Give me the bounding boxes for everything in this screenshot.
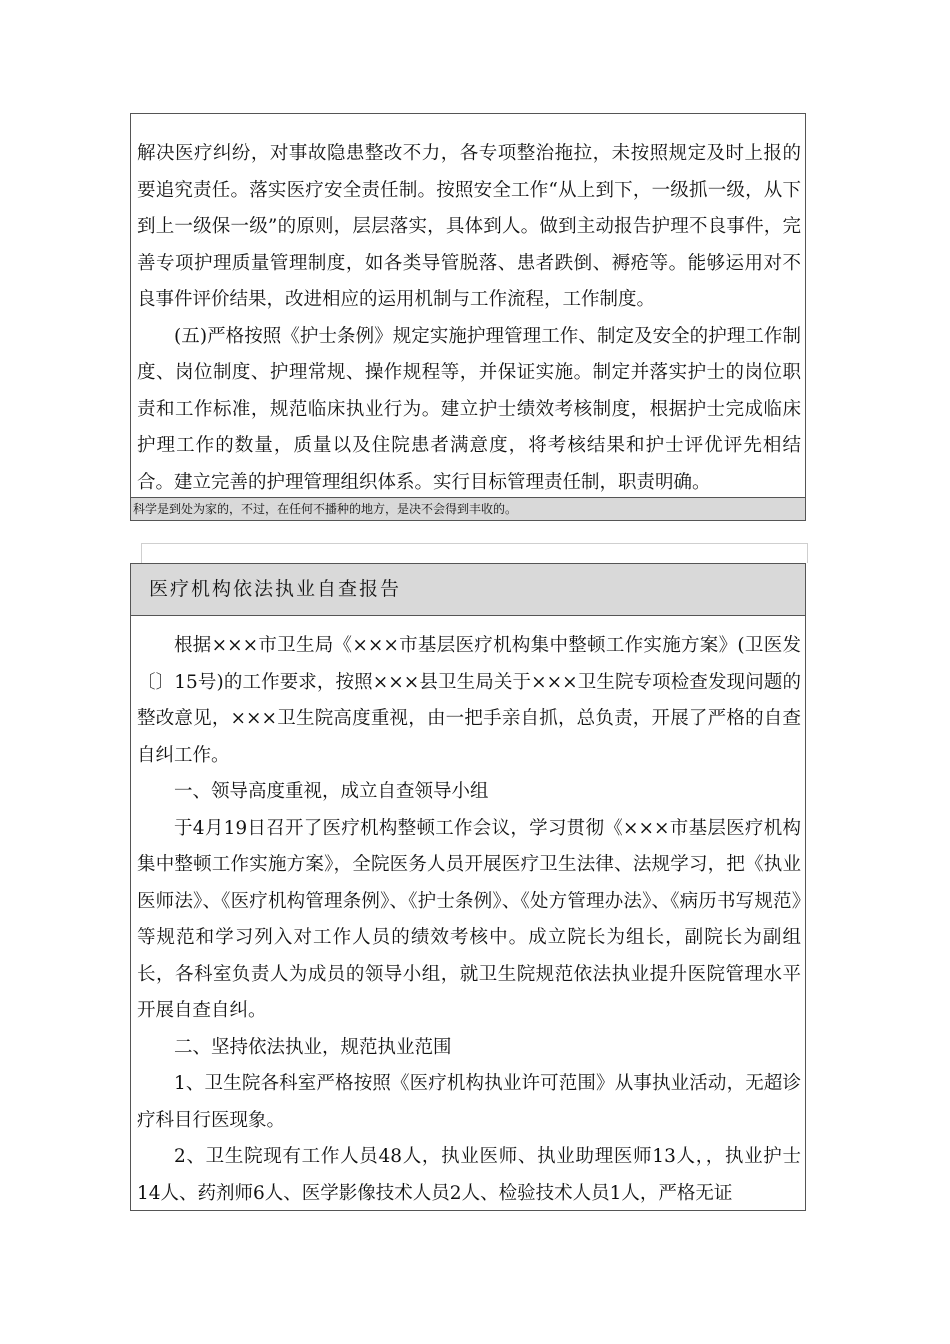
footer-quote: 科学是到处为家的，不过，在任何不播种的地方，是决不会得到丰收的。 (131, 497, 805, 520)
report-meeting-paragraph: 于4月19日召开了医疗机构整顿工作会议，学习贯彻《×××市基层医疗机构集中整顿工作实施方案》，全院医务人员开展医疗卫生法律、法规学习，把《执业医师法》、《医疗机构管理条例》、《护士条例》、《处方管理办法》、《病历书写规范》等规范和学习列入对工作人员的绩效考核中。成立院长为组长，副院长为副组长，各科室负责人为成员的领导小组，就卫生院规范依法执业提升医院管理水平开展自查自纠。 (137, 817, 801, 1021)
top-text-body (131, 114, 805, 501)
report-item-1: 1、卫生院各科室严格按照《医疗机构执业许可范围》从事执业活动，无超诊疗科目行医现象。 (137, 1073, 801, 1131)
report-body (131, 616, 805, 1211)
paragraph-responsibility: 解决医疗纠纷，对事故隐患整改不力，各专项整治拖拉，未按照规定及时上报的要追究责任。落实医疗安全责任制。按照安全工作“从上到下，一级抓一级，从下到上一级保一级”的原则，层层落实，具体到人。做到主动报告护理不良事件，完善专项护理质量管理制度，如各类导管脱落、患者跌倒、褥疮等。能够运用对不良事件评价结果，改进相应的运用机制与工作流程，工作制度。 (137, 143, 801, 310)
report-title: 医疗机构依法执业自查报告 (131, 564, 805, 616)
section-heading-practice-scope: 二、坚持依法执业，规范执业范围 (174, 1036, 452, 1058)
paragraph-nursing-management: (五)严格按照《护士条例》规定实施护理管理工作、制定及安全的护理工作制度、岗位制度、护理常规、操作规程等，并保证实施。制定并落实护士的岗位职责和工作标准，规范临床执业行为。建立护士绩效考核制度，根据护士完成临床护理工作的数量，质量以及住院患者满意度，将考核结果和护士评优评先相结合。建立完善的护理管理组织体系。实行目标管理责任制，职责明确。 (137, 325, 801, 493)
report-item-2: 2、卫生院现有工作人员48人，执业医师、执业助理医师13人，，执业护士14人、药剂师6人、医学影像技术人员2人、检验技术人员1人，严格无证 (137, 1146, 801, 1204)
top-text-box (130, 113, 806, 521)
report-box (130, 563, 806, 1211)
report-intro-paragraph: 根据×××市卫生局《×××市基层医疗机构集中整顿工作实施方案》(卫医发〔〕15号)的工作要求，按照×××县卫生局关于×××卫生院专项检查发现问题的整改意见，×××卫生院高度重视，由一把手亲自抓，总负责，开展了严格的自查自纠工作。 (137, 635, 801, 766)
section-divider (141, 543, 808, 563)
section-heading-leadership: 一、领导高度重视，成立自查领导小组 (174, 781, 489, 802)
